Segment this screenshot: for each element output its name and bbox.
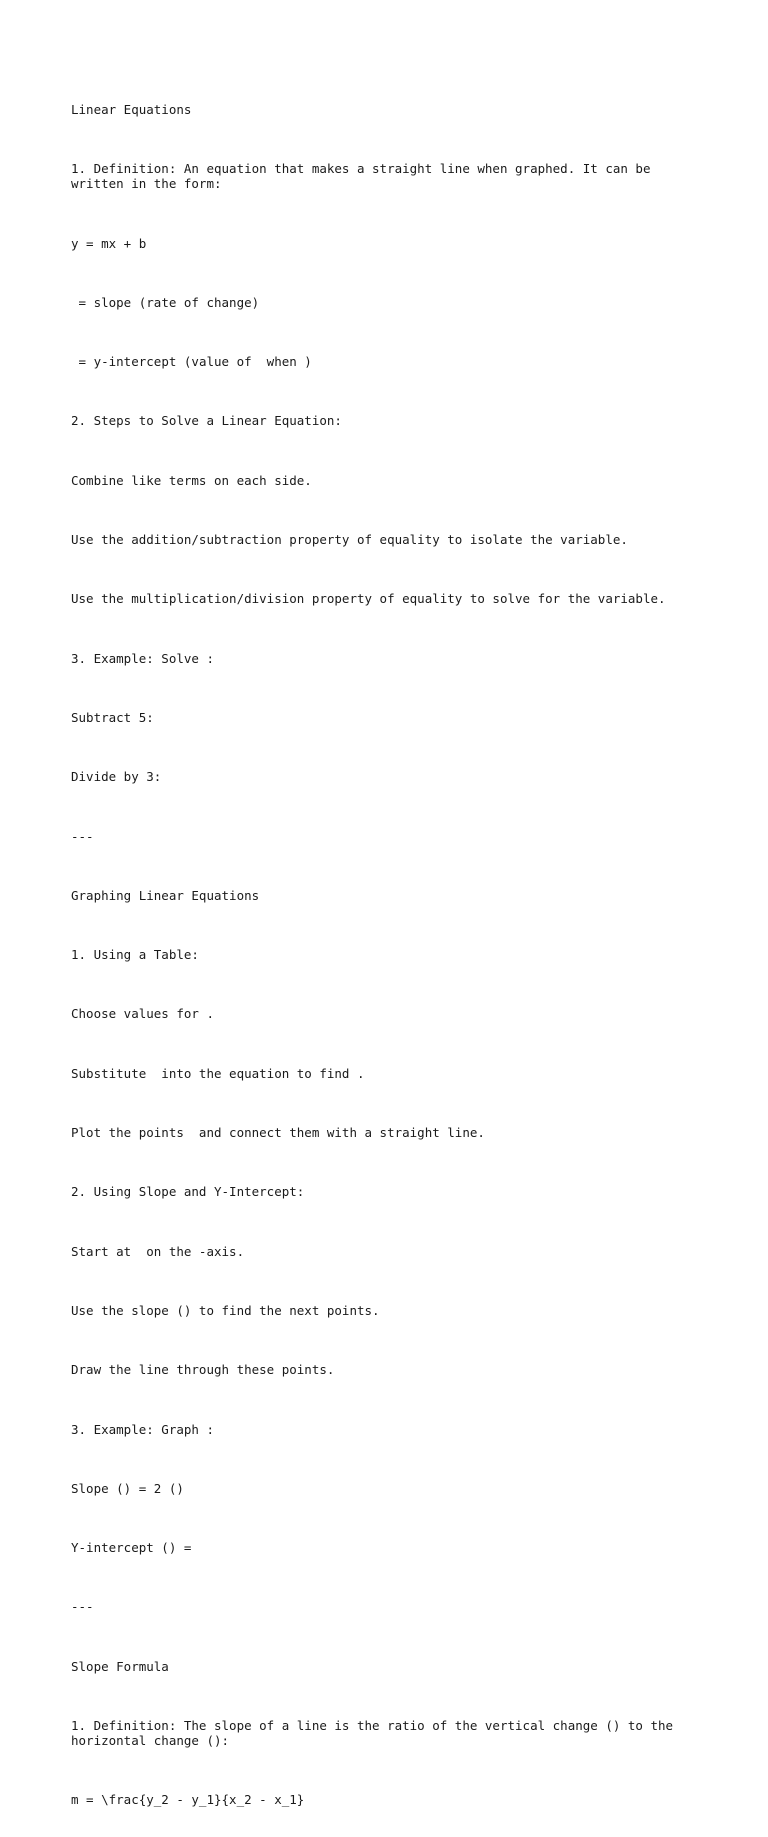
section-title-slope-formula: Slope Formula — [71, 1658, 169, 1674]
example-intercept: Y-intercept () = — [71, 1540, 192, 1556]
slope-step-use: Use the slope () to find the next points. — [71, 1302, 380, 1318]
step-addition: Use the addition/subtraction property of equality to isolate the variable. — [71, 532, 628, 548]
section-title-linear-equations: Linear Equations — [71, 102, 192, 117]
slope-step-draw: Draw the line through these points. — [71, 1362, 335, 1378]
table-step-plot: Plot the points and connect them with a straight line. — [71, 1125, 485, 1141]
slope-intercept-formula: y = mx + b — [71, 235, 147, 251]
steps-heading: 2. Steps to Solve a Linear Equation: — [71, 413, 342, 429]
slope-step-start: Start at on the -axis. — [71, 1243, 245, 1259]
example-graph-heading: 3. Example: Graph : — [71, 1421, 214, 1437]
table-step-substitute: Substitute into the equation to find . — [71, 1065, 365, 1081]
step-combine: Combine like terms on each side. — [71, 472, 312, 488]
example-divide: Divide by 3: — [71, 769, 162, 785]
table-step-choose: Choose values for . — [71, 1006, 214, 1022]
separator: --- — [71, 828, 94, 844]
separator: --- — [71, 1599, 94, 1615]
slope-intercept-heading: 2. Using Slope and Y-Intercept: — [71, 1184, 305, 1200]
intercept-description: = y-intercept (value of when ) — [71, 354, 312, 370]
document-page — [71, 72, 691, 1837]
example-slope: Slope () = 2 () — [71, 1480, 184, 1496]
slope-formula: m = \frac{y_2 - y_1}{x_2 - x_1} — [71, 1792, 305, 1808]
definition-paragraph: 1. Definition: An equation that makes a straight line when graphed. It can be written in the form: — [71, 161, 659, 192]
example-subtract: Subtract 5: — [71, 709, 154, 725]
slope-description: = slope (rate of change) — [71, 294, 260, 310]
using-table-heading: 1. Using a Table: — [71, 947, 199, 963]
example-solve-heading: 3. Example: Solve : — [71, 650, 214, 666]
step-multiplication: Use the multiplication/division property of equality to solve for the variable. — [71, 591, 666, 607]
slope-definition-paragraph: 1. Definition: The slope of a line is the ratio of the vertical change () to the horizontal change (): — [71, 1718, 681, 1749]
section-title-graphing: Graphing Linear Equations — [71, 887, 260, 903]
